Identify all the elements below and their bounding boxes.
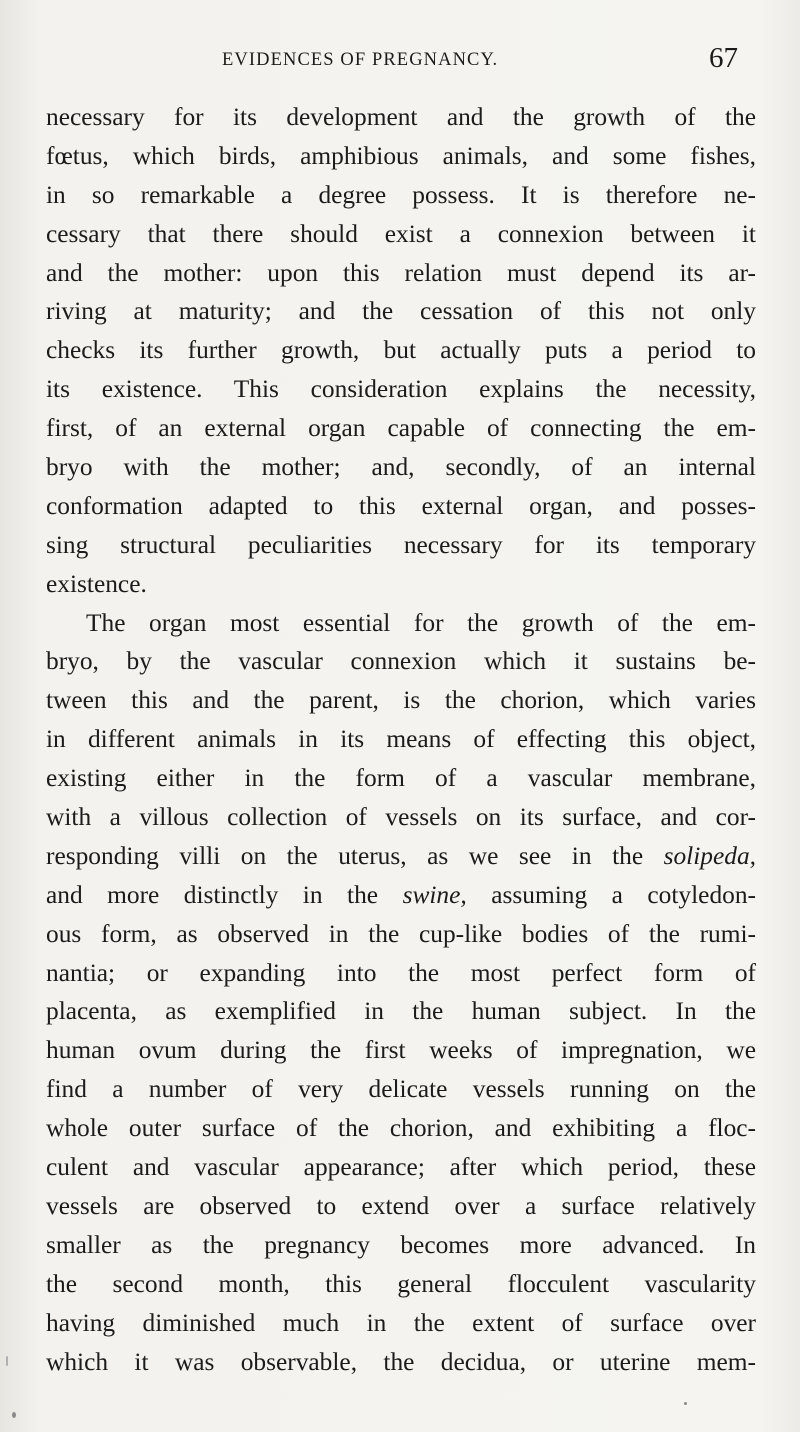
running-head-title: EVIDENCES OF PREGNANCY. [222,50,499,70]
text-line: and more distinctly in the swine, assuming a cotyledon- [46,880,756,909]
text-line: existing either in the form of a vascular membrane, [46,764,756,793]
text-line: ous form, as observed in the cup-like bodies of the rumi- [46,919,756,948]
text-line: find a number of very delicate vessels running on the [46,1075,756,1104]
text-line: sing structural peculiarities necessary for its temporary [46,530,756,559]
text-line: necessary for its development and the growth of the [46,103,756,131]
text-line: bryo, by the vascular connexion which it sustains be- [46,647,756,676]
italic-term: solipeda, [663,841,756,870]
paragraph-2 [46,604,756,1382]
paragraph-1 [46,98,756,604]
text-line: tween this and the parent, is the chorion, which varies [46,686,756,715]
text-line: in so remarkable a degree possess. It is therefore ne- [46,180,756,209]
italic-term: swine, [402,880,467,909]
text-line: riving at maturity; and the cessation of this not only [46,297,756,326]
text-line: existence. [46,569,147,598]
text-line: which it was observable, the decidua, or uterine mem- [46,1347,756,1376]
text-line: bryo with the mother; and, secondly, of an internal [46,453,756,482]
text-line: responding villi on the uterus, as we see in the solipeda, [46,841,756,870]
text-line: nantia; or expanding into the most perfect form of [46,958,756,987]
text-line: cessary that there should exist a connexion between it [46,219,756,248]
text-line: with a villous collection of vessels on its surface, and cor- [46,803,756,832]
text-line: conformation adapted to this external organ, and posses- [46,491,756,520]
running-head [44,44,756,80]
text-line: culent and vascular appearance; after which period, these [46,1153,756,1182]
page-number: 67 [709,42,738,74]
text-line: smaller as the pregnancy becomes more advanced. In [46,1230,756,1259]
text-line: having diminished much in the extent of surface over [46,1308,756,1337]
text-line: its existence. This consideration explains the necessity, [46,375,756,404]
text-line: fœtus, which birds, amphibious animals, and some fishes, [46,141,756,170]
text-line: first, of an external organ capable of connecting the em- [46,414,756,443]
text-line: vessels are observed to extend over a surface relatively [46,1191,756,1220]
ink-speck [6,1356,8,1366]
ink-speck [12,1412,16,1418]
text-line: placenta, as exemplified in the human subject. In the [46,997,756,1026]
text-line: and the mother: upon this relation must depend its ar- [46,258,756,287]
text-line: The organ most essential for the growth of the em- [86,608,756,637]
text-line: in different animals in its means of effecting this object, [46,725,756,754]
text-line: human ovum during the first weeks of impregnation, we [46,1036,756,1065]
text-line: the second month, this general flocculent vascularity [46,1269,756,1298]
text-line: whole outer surface of the chorion, and exhibiting a floc- [46,1114,756,1143]
body-text [46,98,756,1381]
ink-speck [684,1402,687,1405]
text-line: checks its further growth, but actually puts a period to [46,336,756,365]
